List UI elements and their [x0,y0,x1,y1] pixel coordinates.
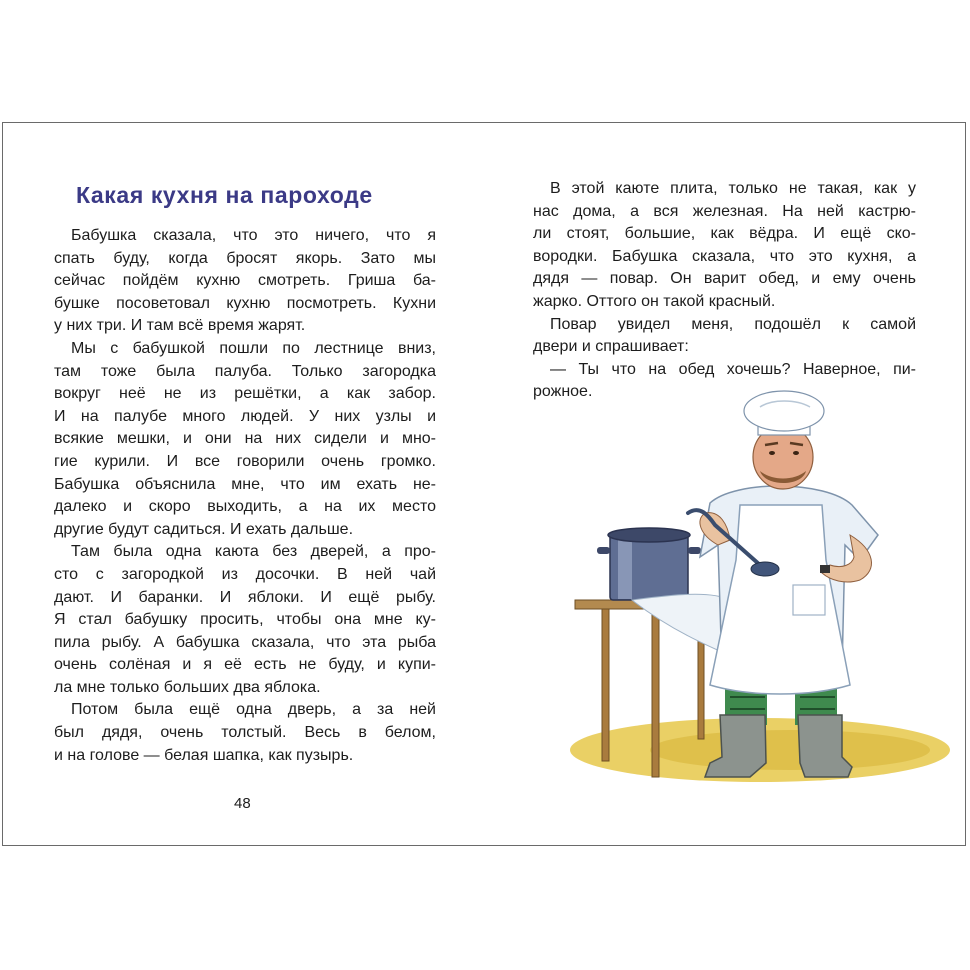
floor-shadow-inner [650,730,930,770]
text-line: Потом была ещё одна дверь, а за ней [71,701,436,719]
text-line: Мы с бабушкой пошли по лестнице вниз, [71,339,436,357]
text-line: жарко. Оттого он такой красный. [533,292,776,310]
text-line: спать буду, когда бросят якорь. Зато мы [54,249,436,267]
text-line: там тоже была палуба. Только загородка [54,362,436,380]
cooking-pot [597,528,701,600]
text-line: пила рыбу. А бабушка сказала, что эта рыба [54,633,436,651]
paragraph [533,178,916,314]
text-line: В этой каюте плита, только не такая, как у [550,180,916,197]
paragraph [54,699,436,767]
text-line: очень солёная и я её есть не буду, и купи- [54,656,436,674]
paragraph [54,541,436,699]
text-line: Бабушка объяснила мне, что им ехать не- [54,475,436,493]
text-line: сейчас пойдём кухню смотреть. Гриша ба- [54,272,436,290]
text-line: И на палубе много людей. У них узлы и [54,407,436,425]
text-line: вородки. Бабушка сказала, что это кухня, а [533,247,916,265]
text-line: Бабушка сказала, что это ничего, что я [71,227,436,244]
chef-hat [744,391,824,435]
text-line: — Ты что на обед хочешь? Наверное, пи- [550,360,916,378]
right-text-column [533,178,916,404]
text-line: ли стоят, большие, как вёдра. И ещё ско- [533,225,916,243]
text-line: далеко и скоро выходить, а на их место [54,498,436,516]
text-line: Повар увидел меня, подошёл к самой [550,315,916,333]
text-line: другие будут садиться. И ехать дальше. [54,520,354,538]
text-line: рожное. [533,383,593,401]
cook-with-pot-illustration [560,385,960,795]
text-line: бушке посоветовал кухню посмотреть. Кухни [54,294,436,312]
text-line: у них три. И там всё время жарят. [54,317,306,335]
paragraph [54,338,436,541]
text-line: Там была одна каюта без дверей, а про- [71,543,436,561]
text-line: двери и спрашивает: [533,338,689,356]
text-line: был дядя, очень толстый. Весь в белом, [54,724,436,742]
text-line: сто с загородкой из досочки. В ней чай [54,565,436,583]
text-line: вокруг неё не из решётки, а как забор. [54,385,436,403]
text-line: нас дома, а вся железная. На ней кастрю- [533,202,916,220]
text-line: ла мне только больших два яблока. [54,678,321,696]
text-line: гие курили. И все говорили очень громко. [54,452,436,470]
text-line: Я стал бабушку просить, чтобы она мне ку- [54,611,436,629]
left-text-column [54,225,436,767]
paragraph [533,314,916,359]
text-line: дядя — повар. Он варит обед, и ему очень [533,270,916,288]
text-line: дают. И баранки. И яблоки. И ещё рыбу. [54,588,436,606]
chapter-title: Какая кухня на пароходе [76,182,373,208]
paragraph [54,225,436,338]
text-line: всякие мешки, и они на них сидели и мно- [54,430,436,448]
page-number: 48 [234,795,251,812]
text-line: и на голове — белая шапка, как пузырь. [54,746,354,764]
